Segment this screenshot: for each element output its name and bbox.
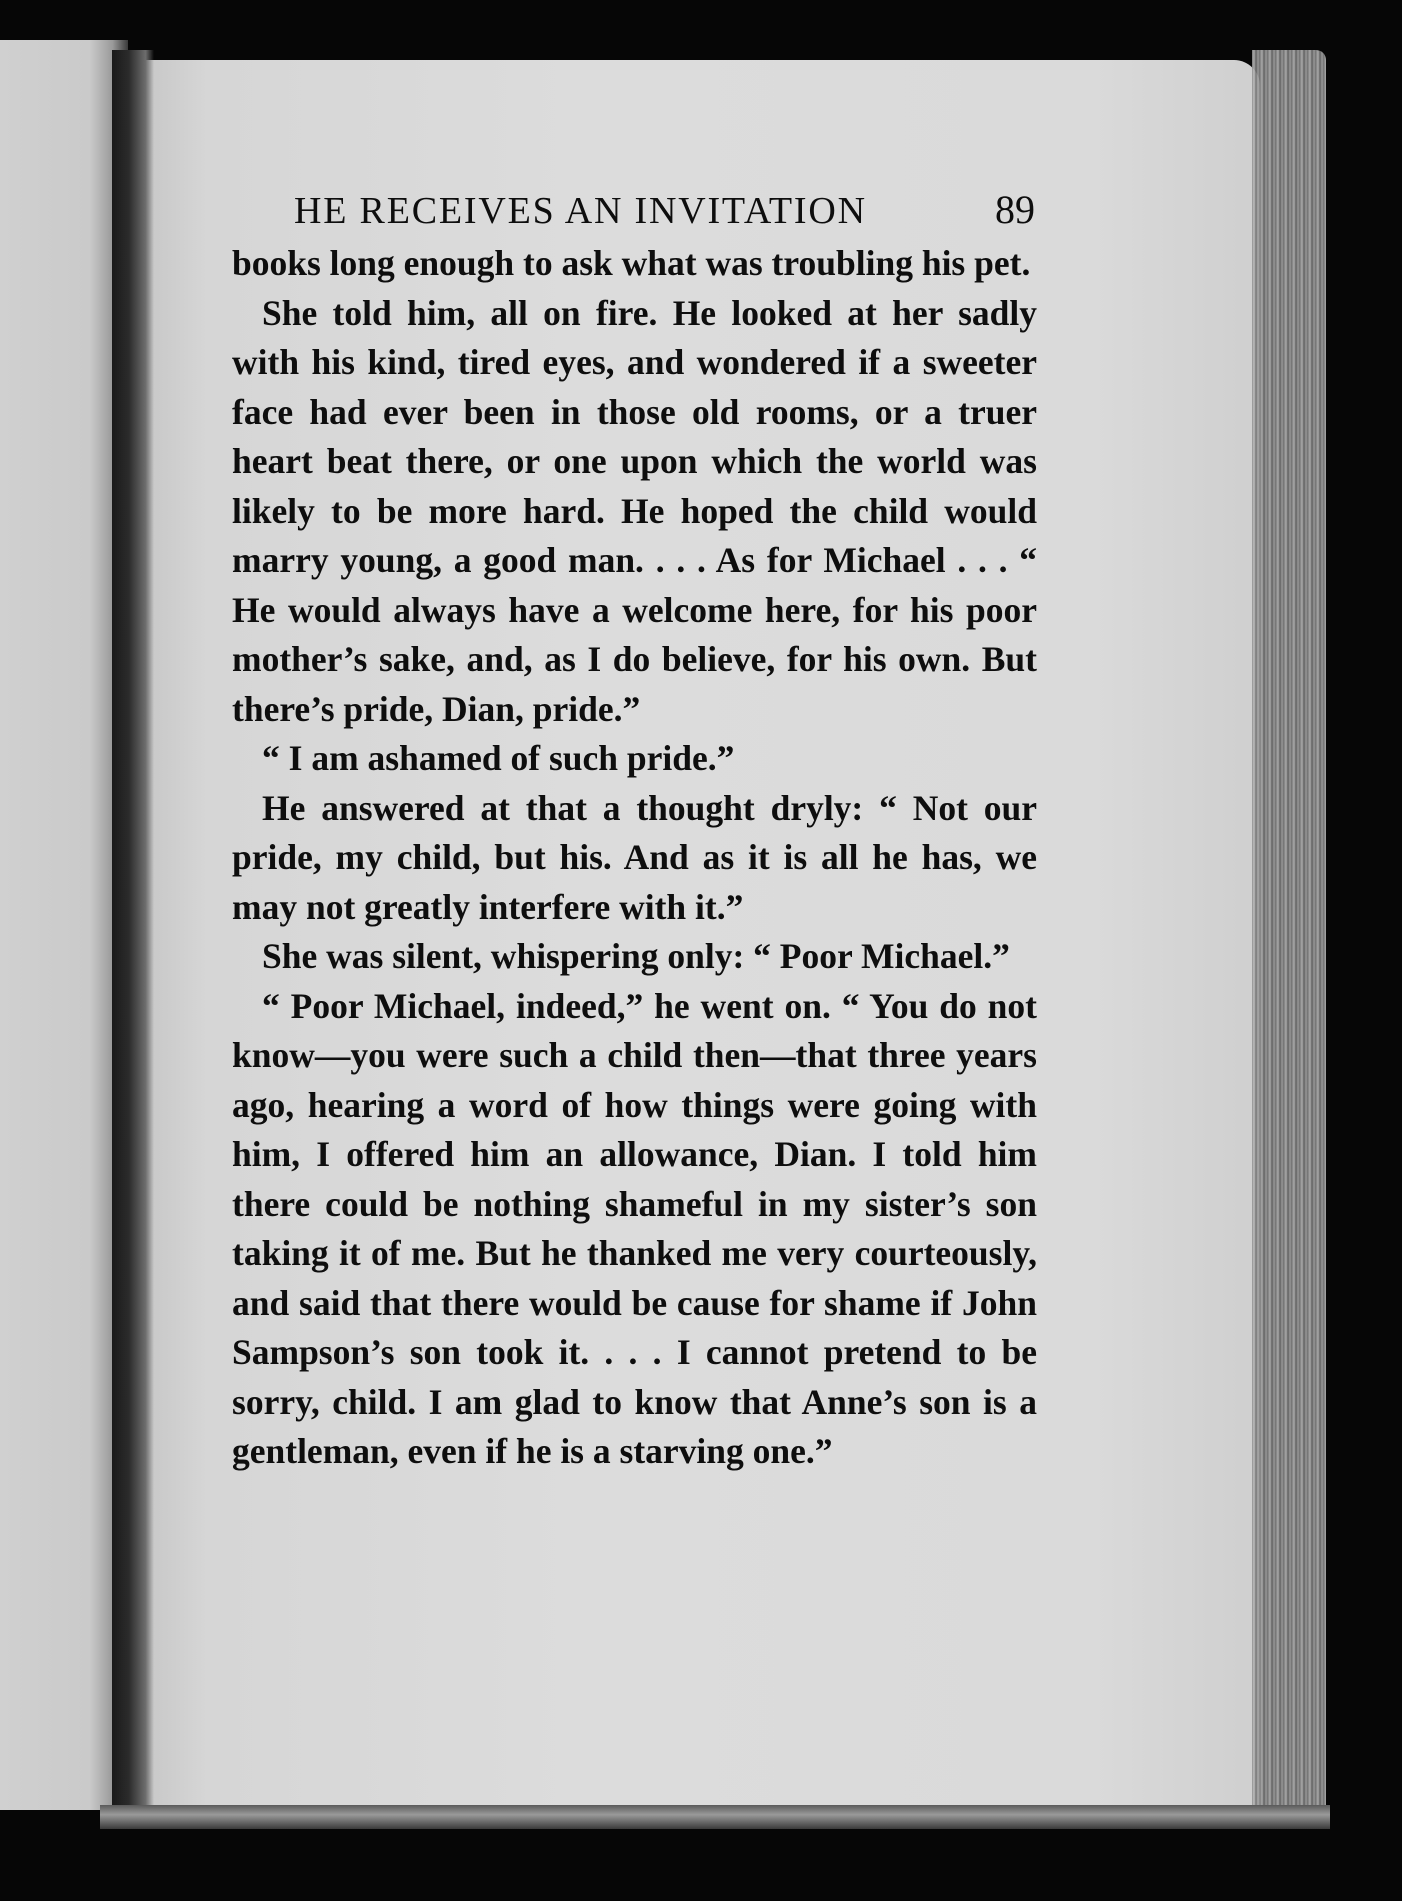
book-bottom-edge xyxy=(100,1805,1330,1829)
facing-page-edge xyxy=(0,40,128,1810)
page-edges xyxy=(1252,50,1326,1825)
paragraph: She told him, all on fire. He looked at her sadly with his kind, tired eyes, and wondered if a sweeter face had ever been in those old rooms, or a truer heart beat there, or one upon which the world was likely to be more hard. He hoped the child would marry young, a good man. . . . As for Michael . . . “ He would always have a welcome here, for his poor mother’s sake, and, as I do believe, for his own. But there’s pride, Dian, pride.” xyxy=(232,292,1037,729)
paragraph: “ I am ashamed of such pride.” xyxy=(262,738,735,778)
page-number: 89 xyxy=(995,187,1035,232)
page-gutter xyxy=(112,50,154,1810)
chapter-title: HE RECEIVES AN INVITATION xyxy=(294,190,867,232)
paragraph: “ Poor Michael, indeed,” he went on. “ You do not know—you were such a child then—that three years ago, hearing a word of how things were going with him, I offered him an allowance, Dian. I told him there could be nothing shameful in my sister’s son taking it of me. But he thanked me very courteously, and said that there would be cause for shame if John Sampson’s son took it. . . . I cannot pretend to be sorry, child. I am glad to know that Anne’s son is a gentleman, even if he is a starving one.” xyxy=(232,985,1037,1471)
paragraph: He answered at that a thought dryly: “ Not our pride, my child, but his. And as it is all he has, we may not greatly interfere with it.” xyxy=(232,787,1037,927)
page-text xyxy=(232,185,1037,1477)
running-head xyxy=(294,185,1037,239)
paragraph: books long enough to ask what was troubling his pet. xyxy=(232,243,1031,283)
paragraph: She was silent, whispering only: “ Poor Michael.” xyxy=(262,936,1010,976)
